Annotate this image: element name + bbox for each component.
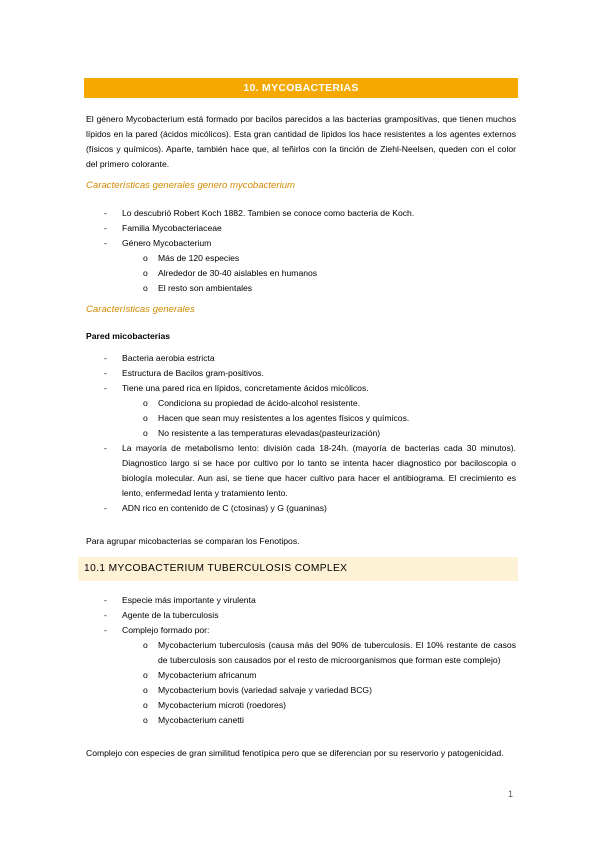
list-item-text: Bacteria aerobia estricta: [122, 353, 215, 363]
circle-bullet: o: [143, 685, 148, 695]
circle-bullet: o: [143, 413, 148, 423]
sub-list-item-text: No resistente a las temperaturas elevadas(pasteurización): [158, 428, 381, 438]
sub-list-item: [122, 396, 516, 411]
circle-bullet: o: [143, 428, 148, 438]
list-item: [0, 501, 516, 516]
list-item: [0, 608, 516, 623]
section-heading-tb-complex: 10.1 MYCOBACTERIUM TUBERCULOSIS COMPLEX: [78, 557, 518, 581]
sub-list-item: [122, 411, 516, 426]
circle-bullet: o: [143, 268, 148, 278]
list-item: [0, 351, 516, 366]
sub-list-item: [122, 251, 516, 266]
list-item: [0, 366, 516, 381]
sub-list-item-text: Mycobacterium africanum: [158, 670, 257, 680]
sub-list-item: [122, 668, 516, 683]
sub-list: [122, 638, 516, 728]
circle-bullet: o: [143, 283, 148, 293]
circle-bullet: o: [143, 670, 148, 680]
list-item-text: Tiene una pared rica en lípidos, concretamente ácidos micólicos.: [122, 383, 369, 393]
list-item: [0, 221, 516, 236]
phenotype-note: Para agrupar micobacterias se comparan los Fenotipos.: [86, 536, 300, 546]
sub-list-item-text: Mycobacterium bovis (variedad salvaje y variedad BCG): [158, 685, 372, 695]
list-item-text: Complejo formado por:: [122, 625, 210, 635]
list-item: [0, 381, 516, 441]
sub-list-item: [122, 638, 516, 668]
dash-bullet: -: [104, 595, 107, 605]
list-item: [0, 236, 516, 296]
sub-list-item-text: Alrededor de 30-40 aislables en humanos: [158, 268, 318, 278]
list-item-text: Familia Mycobacteriaceae: [122, 223, 222, 233]
sub-list-item-text: Condiciona su propiedad de ácido-alcohol resistente.: [158, 398, 361, 408]
page-number: 1: [508, 789, 514, 799]
intro-paragraph: El género Mycobacterium está formado por bacilos parecidos a las bacterias grampositivas, que tienen muchos lípidos en la pared (ácidos micólicos). Esta gran cantidad de lípidos los hace resistentes a los agentes externos (físicos y químicos). Aparte, también hace que, al teñirlos con la tinción de Ziehl-Neelsen, queden con el color del primero colorante.: [86, 114, 516, 170]
sub-list-item-text: Mycobacterium tuberculosis (causa más del 90% de tuberculosis. El 10% restante de casos de tuberculosis son causados por el resto de microorganismos que forman este complejo): [158, 640, 516, 665]
sub-list-item: [122, 266, 516, 281]
page-title: 10. MYCOBACTERIAS: [84, 78, 518, 98]
sub-list-item-text: Mycobacterium canetti: [158, 715, 244, 725]
circle-bullet: o: [143, 700, 148, 710]
list-item-text: Lo descubrió Robert Koch 1882. Tambien se conoce como bacteria de Koch.: [122, 208, 415, 218]
sub-list-item-text: Más de 120 especies: [158, 253, 240, 263]
list-item: [0, 593, 516, 608]
list-item-text: La mayoría de metabolismo lento: división cada 18-24h. (mayoría de bacterias cada 30 minutos). Diagnostico largo si se hace por cultivo por lo tanto se intenta hacer diagnostico por baciloscopia o biología molecular. Aun asi, se tiene que hacer cultivo para hacer el antibiograma. El crecimiento es lento, enfermedad lenta y tratamiento lento.: [122, 443, 516, 498]
dash-bullet: -: [104, 368, 107, 378]
dash-bullet: -: [104, 238, 107, 248]
dash-bullet: -: [104, 353, 107, 363]
dash-bullet: -: [104, 383, 107, 393]
sub-list-item: [122, 426, 516, 441]
section-heading-general: Características generales: [86, 304, 195, 315]
sub-list-item-text: El resto son ambientales: [158, 283, 253, 293]
sub-list-item-text: Hacen que sean muy resistentes a los agentes físicos y químicos.: [158, 413, 410, 423]
sub-list-item: [122, 683, 516, 698]
list-item-text: Agente de la tuberculosis: [122, 610, 219, 620]
dash-bullet: -: [104, 223, 107, 233]
circle-bullet: o: [143, 715, 148, 725]
sub-list-item: [122, 713, 516, 728]
sub-list: [122, 251, 516, 296]
wall-list: [0, 351, 600, 516]
circle-bullet: o: [143, 398, 148, 408]
general-genus-list: [0, 206, 600, 296]
list-item: [0, 206, 516, 221]
list-item: [0, 623, 516, 728]
list-item: [0, 441, 516, 501]
tb-complex-note: Complejo con especies de gran similitud fenotípica pero que se diferencian por su reservorio y patogenicidad.: [86, 748, 504, 758]
list-item-text: Estructura de Bacilos gram-positivos.: [122, 368, 264, 378]
dash-bullet: -: [104, 443, 107, 453]
tb-complex-list: [0, 593, 600, 728]
list-item-text: ADN rico en contenido de C (ctosinas) y G (guaninas): [122, 503, 327, 513]
wall-label: Pared micobacterias: [86, 331, 171, 341]
dash-bullet: -: [104, 208, 107, 218]
sub-list-item: [122, 698, 516, 713]
section-heading-general-genus: Características generales genero mycobacterium: [86, 180, 296, 191]
dash-bullet: -: [104, 625, 107, 635]
list-item-text: Especie más importante y virulenta: [122, 595, 256, 605]
list-item-text: Género Mycobacterium: [122, 238, 212, 248]
sub-list: [122, 396, 516, 441]
dash-bullet: -: [104, 503, 107, 513]
dash-bullet: -: [104, 610, 107, 620]
sub-list-item-text: Mycobacterium microti (roedores): [158, 700, 286, 710]
circle-bullet: o: [143, 253, 148, 263]
sub-list-item: [122, 281, 516, 296]
circle-bullet: o: [143, 640, 148, 650]
